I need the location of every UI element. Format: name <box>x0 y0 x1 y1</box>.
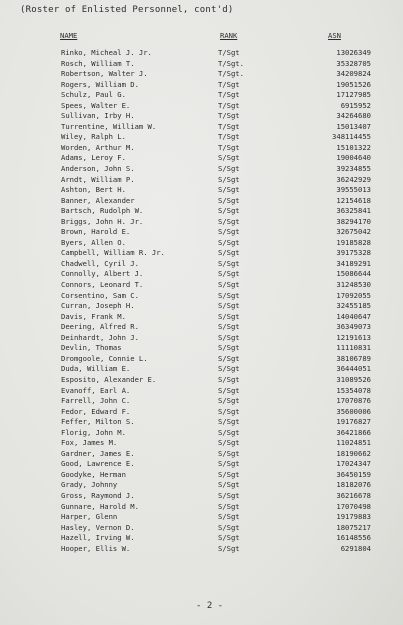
roster-asn: 17092055 <box>336 290 371 300</box>
roster-name: Schulz, Paul G. <box>61 90 126 100</box>
roster-rank: T/Sgt <box>218 142 240 152</box>
page-header: (Roster of Enlisted Personnel, cont'd) <box>20 5 234 15</box>
roster-rank: S/Sgt <box>218 533 240 543</box>
table-row <box>0 512 403 523</box>
roster-asn: 32455185 <box>336 301 371 311</box>
roster-rank: S/Sgt <box>218 332 240 342</box>
roster-rank: S/Sgt <box>218 438 240 448</box>
table-row <box>0 375 403 386</box>
roster-rank: S/Sgt <box>218 343 240 353</box>
roster-asn: 36349073 <box>336 322 371 332</box>
roster-name: Evanoff, Earl A. <box>61 385 131 395</box>
table-row <box>0 438 403 449</box>
roster-name: Sullivan, Irby H. <box>61 111 135 121</box>
table-row <box>0 428 403 439</box>
roster-asn: 35328705 <box>336 58 371 68</box>
table-row <box>0 132 403 143</box>
roster-asn: 31248530 <box>336 280 371 290</box>
roster-asn: 348114455 <box>332 132 371 142</box>
roster-name: Arndt, William P. <box>61 174 135 184</box>
roster-rank: T/Sgt <box>218 132 240 142</box>
roster-rank: S/Sgt <box>218 480 240 490</box>
roster-name: Fox, James M. <box>61 438 118 448</box>
table-row <box>0 164 403 175</box>
roster-name: Harper, Glenn <box>61 512 118 522</box>
page-number: - 2 - <box>196 601 224 611</box>
roster-asn: 17070876 <box>336 396 371 406</box>
table-row <box>0 101 403 112</box>
roster-asn: 32675042 <box>336 227 371 237</box>
roster-asn: 19176827 <box>336 417 371 427</box>
roster-rank: S/Sgt <box>218 490 240 500</box>
table-row <box>0 491 403 502</box>
roster-name: Gunnare, Harold M. <box>61 501 139 511</box>
roster-rank: S/Sgt <box>218 374 240 384</box>
roster-name: Anderson, John S. <box>61 164 135 174</box>
table-row <box>0 238 403 249</box>
roster-rank: T/Sgt <box>218 79 240 89</box>
table-row <box>0 185 403 196</box>
roster-rank: S/Sgt <box>218 216 240 226</box>
table-row <box>0 459 403 470</box>
table-row <box>0 206 403 217</box>
roster-name: Goodyke, Herman <box>61 469 126 479</box>
roster-name: Turrentine, William W. <box>61 121 157 131</box>
roster-name: Bartsch, Rudolph W. <box>61 206 144 216</box>
roster-asn: 31089526 <box>336 374 371 384</box>
table-row <box>0 333 403 344</box>
roster-rank: S/Sgt <box>218 469 240 479</box>
column-header-asn: ASN <box>328 31 341 40</box>
roster-asn: 39234855 <box>336 164 371 174</box>
table-row <box>0 449 403 460</box>
roster-name: Feffer, Milton S. <box>61 417 135 427</box>
roster-asn: 36242929 <box>336 174 371 184</box>
roster-asn: 11024851 <box>336 438 371 448</box>
roster-rank: S/Sgt <box>218 501 240 511</box>
roster-asn: 36216678 <box>336 490 371 500</box>
roster-rank: S/Sgt <box>218 406 240 416</box>
roster-name: Rinko, Micheal J. Jr. <box>61 48 152 57</box>
roster-asn: 34264680 <box>336 111 371 121</box>
roster-name: Rosch, William T. <box>61 58 135 68</box>
roster-rank: S/Sgt <box>218 206 240 216</box>
roster-name: Campbell, William R. Jr. <box>61 248 165 258</box>
roster-name: Rogers, William D. <box>61 79 139 89</box>
roster-asn: 15101322 <box>336 142 371 152</box>
roster-asn: 6291804 <box>340 543 371 553</box>
roster-name: Florig, John M. <box>61 427 126 437</box>
roster-asn: 12191613 <box>336 332 371 342</box>
table-row <box>0 143 403 154</box>
roster-rank: T/Sgt. <box>218 58 244 68</box>
roster-name: Davis, Frank M. <box>61 311 126 321</box>
roster-asn: 36325841 <box>336 206 371 216</box>
roster-rank: S/Sgt <box>218 237 240 247</box>
roster-rank: S/Sgt <box>218 364 240 374</box>
roster-asn: 19179883 <box>336 512 371 522</box>
table-row <box>0 59 403 70</box>
roster-name: Dromgoole, Connie L. <box>61 353 148 363</box>
table-row <box>0 417 403 428</box>
roster-rank: S/Sgt <box>218 322 240 332</box>
table-row <box>0 48 403 59</box>
roster-asn: 18075217 <box>336 522 371 532</box>
roster-asn: 15086644 <box>336 269 371 279</box>
roster-rank: T/Sgt <box>218 121 240 131</box>
table-row <box>0 227 403 238</box>
table-row <box>0 544 403 555</box>
table-row <box>0 280 403 291</box>
table-row <box>0 364 403 375</box>
table-row <box>0 248 403 259</box>
table-row <box>0 122 403 133</box>
column-header-name: NAME <box>60 31 78 40</box>
roster-name: Byers, Allen O. <box>61 237 126 247</box>
roster-rank: S/Sgt <box>218 227 240 237</box>
roster-name: Spees, Walter E. <box>61 100 131 110</box>
roster-rank: S/Sgt <box>218 258 240 268</box>
roster-asn: 14040647 <box>336 311 371 321</box>
table-row <box>0 523 403 534</box>
roster-asn: 34189291 <box>336 258 371 268</box>
table-row <box>0 301 403 312</box>
table-row <box>0 175 403 186</box>
roster-asn: 36444051 <box>336 364 371 374</box>
roster-rank: S/Sgt <box>218 427 240 437</box>
roster-rank: S/Sgt <box>218 448 240 458</box>
roster-rank: S/Sgt <box>218 164 240 174</box>
table-row <box>0 217 403 228</box>
roster-asn: 39175328 <box>336 248 371 258</box>
roster-rank: S/Sgt <box>218 396 240 406</box>
roster-rank: S/Sgt <box>218 543 240 553</box>
roster-rank: T/Sgt <box>218 100 240 110</box>
roster-name: Briggs, John H. Jr. <box>61 216 144 226</box>
table-row <box>0 111 403 122</box>
table-row <box>0 69 403 80</box>
roster-asn: 6915952 <box>340 100 371 110</box>
roster-name: Duda, William E. <box>61 364 131 374</box>
roster-asn: 15354078 <box>336 385 371 395</box>
table-row <box>0 80 403 91</box>
table-row <box>0 354 403 365</box>
roster-asn: 18182076 <box>336 480 371 490</box>
roster-rank: S/Sgt <box>218 353 240 363</box>
roster-rank: S/Sgt <box>218 459 240 469</box>
roster-rank: S/Sgt <box>218 512 240 522</box>
roster-name: Robertson, Walter J. <box>61 69 148 79</box>
table-row <box>0 259 403 270</box>
roster-asn: 19051526 <box>336 79 371 89</box>
roster-asn: 15013407 <box>336 121 371 131</box>
table-row <box>0 90 403 101</box>
table-row <box>0 322 403 333</box>
roster-asn: 11110831 <box>336 343 371 353</box>
roster-asn: 36450159 <box>336 469 371 479</box>
roster-rank: T/Sgt <box>218 111 240 121</box>
roster-name: Wiley, Ralph L. <box>61 132 126 142</box>
roster-asn: 12154618 <box>336 195 371 205</box>
roster-name: Fedor, Edward F. <box>61 406 131 416</box>
roster-name: Deinhardt, John J. <box>61 332 139 342</box>
roster-asn: 19004640 <box>336 153 371 163</box>
roster-rank: S/Sgt <box>218 185 240 195</box>
roster-name: Ashton, Bert H. <box>61 185 126 195</box>
roster-rank: S/Sgt <box>218 269 240 279</box>
roster-name: Esposito, Alexander E. <box>61 374 157 384</box>
roster-name: Chadwell, Cyril J. <box>61 258 139 268</box>
roster-name: Adams, Leroy F. <box>61 153 126 163</box>
roster-rank: S/Sgt <box>218 195 240 205</box>
roster-rank: S/Sgt <box>218 290 240 300</box>
roster-name: Good, Lawrence E. <box>61 459 135 469</box>
roster-rank: S/Sgt <box>218 385 240 395</box>
roster-asn: 17127985 <box>336 90 371 100</box>
roster-name: Curran, Joseph H. <box>61 301 135 311</box>
roster-name: Corsentino, Sam C. <box>61 290 139 300</box>
roster-asn: 34209824 <box>336 69 371 79</box>
roster-rank: S/Sgt <box>218 522 240 532</box>
table-row <box>0 343 403 354</box>
roster-rank: T/Sgt. <box>218 69 244 79</box>
roster-rank: T/Sgt <box>218 90 240 100</box>
roster-name: Deering, Alfred R. <box>61 322 139 332</box>
roster-rank: S/Sgt <box>218 311 240 321</box>
roster-rank: S/Sgt <box>218 280 240 290</box>
roster-asn: 13026349 <box>336 48 371 57</box>
roster-name: Banner, Alexander <box>61 195 135 205</box>
table-row <box>0 269 403 280</box>
roster-rank: S/Sgt <box>218 417 240 427</box>
roster-name: Hasley, Vernon D. <box>61 522 135 532</box>
roster-asn: 16148556 <box>336 533 371 543</box>
roster-name: Worden, Arthur M. <box>61 142 135 152</box>
table-row <box>0 533 403 544</box>
roster-asn: 38294170 <box>336 216 371 226</box>
table-row <box>0 196 403 207</box>
roster-name: Connors, Leonard T. <box>61 280 144 290</box>
table-row <box>0 480 403 491</box>
roster-rank: S/Sgt <box>218 248 240 258</box>
roster-name: Brown, Harold E. <box>61 227 131 237</box>
table-row <box>0 291 403 302</box>
roster-list <box>0 48 403 554</box>
roster-name: Hooper, Ellis W. <box>61 543 131 553</box>
table-row <box>0 470 403 481</box>
roster-name: Gross, Raymond J. <box>61 490 135 500</box>
roster-rank: S/Sgt <box>218 153 240 163</box>
roster-asn: 35600006 <box>336 406 371 416</box>
roster-name: Devlin, Thomas <box>61 343 122 353</box>
roster-asn: 19185828 <box>336 237 371 247</box>
roster-name: Hazell, Irving W. <box>61 533 135 543</box>
table-row <box>0 502 403 513</box>
roster-rank: S/Sgt <box>218 301 240 311</box>
roster-name: Farrell, John C. <box>61 396 131 406</box>
roster-asn: 17024347 <box>336 459 371 469</box>
roster-asn: 39555013 <box>336 185 371 195</box>
roster-asn: 18190662 <box>336 448 371 458</box>
roster-asn: 36421866 <box>336 427 371 437</box>
roster-rank: S/Sgt <box>218 174 240 184</box>
table-row <box>0 153 403 164</box>
roster-name: Connolly, Albert J. <box>61 269 144 279</box>
roster-name: Grady, Johnny <box>61 480 118 490</box>
roster-asn: 38106789 <box>336 353 371 363</box>
table-row <box>0 386 403 397</box>
table-row <box>0 396 403 407</box>
roster-name: Gardner, James E. <box>61 448 135 458</box>
table-row <box>0 312 403 323</box>
table-row <box>0 407 403 418</box>
column-header-rank: RANK <box>220 31 238 40</box>
roster-rank: T/Sgt <box>218 48 240 57</box>
roster-asn: 17070498 <box>336 501 371 511</box>
